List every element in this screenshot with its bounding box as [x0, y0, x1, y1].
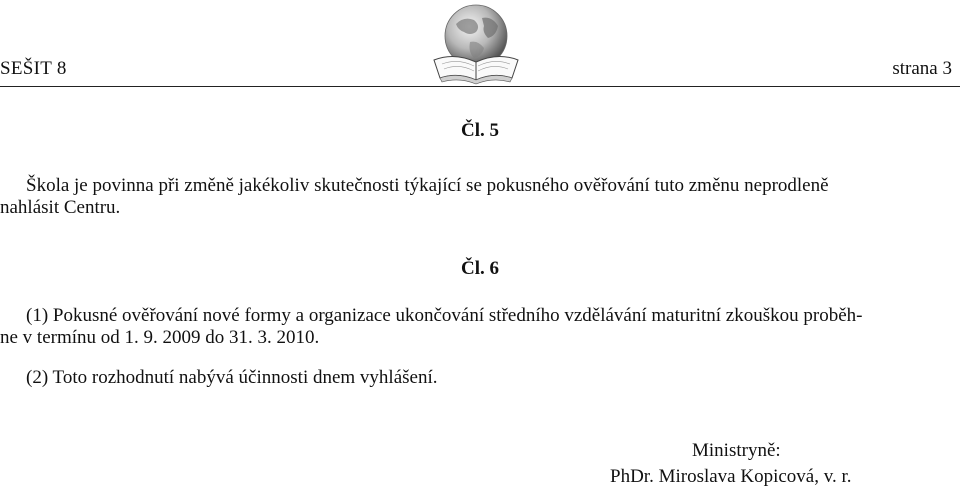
article-5-text: [0, 175, 958, 219]
article-6-paragraph-2: [0, 367, 958, 389]
article-5-line-2: nahlásit Centru.: [0, 197, 121, 218]
globe-book-icon: [426, 2, 522, 88]
page-header: [0, 0, 960, 90]
signature-role: Ministryně:: [692, 440, 781, 461]
article-5-title: Čl. 5: [461, 120, 499, 141]
article-6-p2-line: (2) Toto rozhodnutí nabývá účinnosti dnem vyhlášení.: [26, 367, 438, 388]
article-5-line-1: Škola je povinna při změně jakékoliv skutečnosti týkající se pokusného ověřování tuto změnu neprodleně: [26, 175, 829, 196]
article-6-title: Čl. 6: [461, 258, 499, 279]
article-6-p1-line-1: (1) Pokusné ověřování nové formy a organizace ukončování středního vzdělávání maturitní zkouškou proběh-: [26, 305, 863, 326]
issue-number: SEŠIT 8: [0, 58, 67, 79]
article-6-paragraph-1: [0, 305, 958, 349]
page-number: strana 3: [892, 58, 952, 79]
signature-name: PhDr. Miroslava Kopicová, v. r.: [610, 466, 852, 487]
article-6-p1-line-2: ne v termínu od 1. 9. 2009 do 31. 3. 2010.: [0, 327, 320, 348]
header-rule: [0, 86, 960, 87]
